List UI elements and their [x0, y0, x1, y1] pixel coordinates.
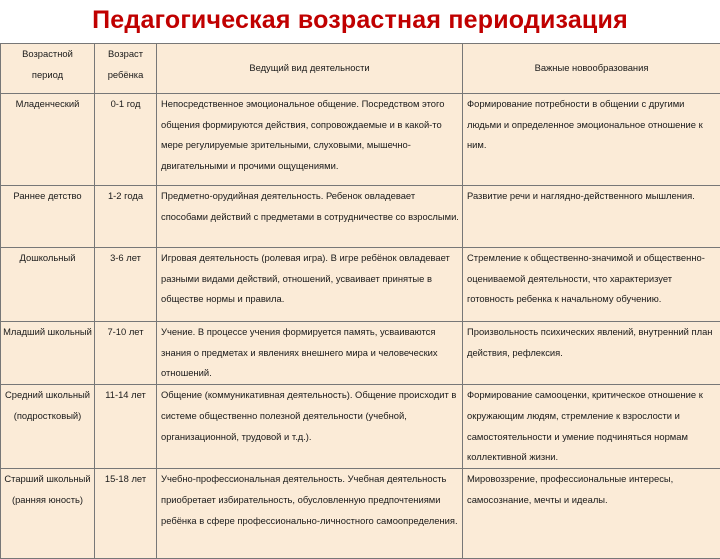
header-period-line2: период: [3, 65, 92, 86]
table-row: [1, 94, 720, 186]
header-period: [1, 44, 95, 94]
age-cell: 7-10 лет: [95, 322, 157, 385]
header-neoformations: Важные новообразования: [463, 44, 720, 94]
activity-cell: Учение. В процессе учения формируется память, усваиваются знания о предметах и явлениях внешнего мира и человеческих отношений.: [157, 322, 463, 385]
neoformations-cell: Формирование самооценки, критическое отношение к окружающим людям, стремление к взрослости и самостоятельности и умение подчиняться нормам коллективной жизни.: [463, 385, 720, 469]
neoformations-cell: Стремление к общественно-значимой и общественно-оцениваемой деятельности, что характеризует готовность ребенка к начальному обучению.: [463, 248, 720, 322]
header-activity: Ведущий вид деятельности: [157, 44, 463, 94]
period-cell: Младший школьный: [1, 322, 95, 385]
header-age-line2: ребёнка: [97, 65, 154, 86]
header-age: [95, 44, 157, 94]
age-cell: 1-2 года: [95, 186, 157, 248]
age-cell: 0-1 год: [95, 94, 157, 186]
period-cell: Дошкольный: [1, 248, 95, 322]
header-age-line1: Возраст: [97, 44, 154, 65]
period-cell: Младенческий: [1, 94, 95, 186]
activity-cell: Игровая деятельность (ролевая игра). В игре ребёнок овладевает разными видами действий, отношений, усваивает принятые в обществе нормы и правила.: [157, 248, 463, 322]
age-cell: 11-14 лет: [95, 385, 157, 469]
activity-cell: Непосредственное эмоциональное общение. Посредством этого общения формируются действия, сопровождаемые и в какой-то мере регулируемые зрительными, слуховыми, мышечно-двигательными и прочими ощущениями.: [157, 94, 463, 186]
period-cell: Старший школьный (ранняя юность): [1, 469, 95, 559]
table-header-row: [1, 44, 720, 94]
age-cell: 3-6 лет: [95, 248, 157, 322]
table-row: [1, 385, 720, 469]
neoformations-cell: Произвольность психических явлений, внутренний план действия, рефлексия.: [463, 322, 720, 385]
table-row: [1, 248, 720, 322]
table-row: [1, 186, 720, 248]
activity-cell: Общение (коммуникативная деятельность). Общение происходит в системе общественно полезной деятельности (учебной, организационной, трудовой и т.д.).: [157, 385, 463, 469]
neoformations-cell: Развитие речи и наглядно-действенного мышления.: [463, 186, 720, 248]
table-row: [1, 469, 720, 559]
header-period-line1: Возрастной: [3, 44, 92, 65]
table-row: [1, 322, 720, 385]
page-title: Педагогическая возрастная периодизация: [0, 6, 720, 35]
period-cell: Раннее детство: [1, 186, 95, 248]
activity-cell: Предметно-орудийная деятельность. Ребенок овладевает способами действий с предметами в сотрудничестве со взрослыми.: [157, 186, 463, 248]
neoformations-cell: Формирование потребности в общении с другими людьми и определенное эмоциональное отношение к ним.: [463, 94, 720, 186]
age-cell: 15-18 лет: [95, 469, 157, 559]
period-cell: Средний школьный (подростковый): [1, 385, 95, 469]
neoformations-cell: Мировоззрение, профессиональные интересы, самосознание, мечты и идеалы.: [463, 469, 720, 559]
periodization-table: [0, 43, 720, 559]
activity-cell: Учебно-профессиональная деятельность. Учебная деятельность приобретает избирательность, обусловленную предпочтениями ребёнка в сфере профессионально-личностного самоопределения.: [157, 469, 463, 559]
